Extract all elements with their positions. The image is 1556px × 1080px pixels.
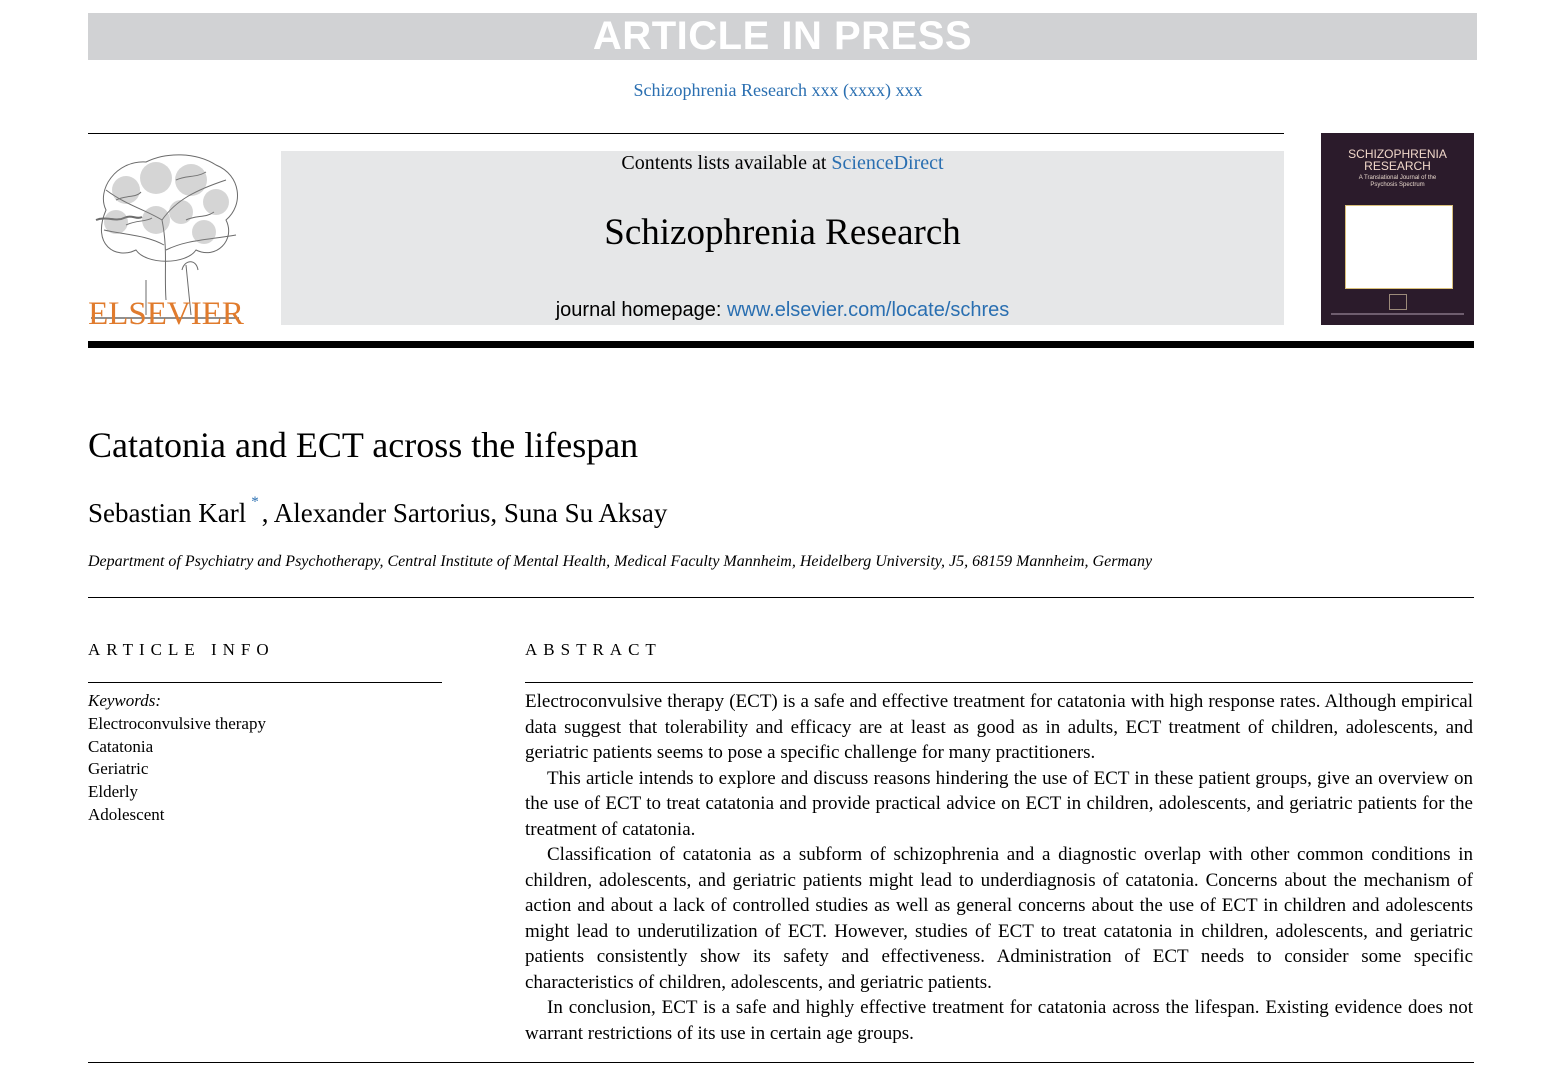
article-in-press-banner: ARTICLE IN PRESS	[88, 13, 1477, 60]
article-title: Catatonia and ECT across the lifespan	[88, 425, 639, 465]
corresponding-author-mark[interactable]: *	[251, 494, 259, 510]
cover-subtitle	[1321, 175, 1474, 189]
other-authors[interactable]: , Alexander Sartorius, Suna Su Aksay	[261, 498, 668, 528]
keywords-block	[88, 690, 442, 827]
abstract-rule	[525, 682, 1473, 683]
abstract-heading: ABSTRACT	[525, 640, 662, 659]
keyword-item: Geriatric	[88, 759, 149, 779]
cover-title	[1321, 148, 1474, 172]
cover-subtitle-line2: Psychosis Spectrum	[1370, 182, 1425, 188]
journal-cover-thumbnail[interactable]	[1321, 133, 1474, 325]
journal-homepage-link[interactable]: www.elsevier.com/locate/schres	[726, 299, 1010, 321]
cover-emblem-icon	[1389, 294, 1407, 310]
journal-header-box	[281, 151, 1284, 325]
abstract-paragraph: Electroconvulsive therapy (ECT) is a safe and effective treatment for catatonia with high response rates. Although empirical data suggest that tolerability and efficacy are at least as good as in adults, ECT treatment of children, adolescents, and geriatric patients seems to pose a specific challenge for many practitioners.	[525, 691, 1473, 763]
homepage-prefix: journal homepage:	[555, 299, 727, 321]
header-thick-rule	[88, 341, 1474, 348]
author-name[interactable]: Sebastian Karl	[88, 498, 247, 528]
cover-subtitle-line1: A Translational Journal of the	[1358, 175, 1437, 181]
cover-title-line2: RESEARCH	[1364, 159, 1431, 173]
article-info-heading: ARTICLE INFO	[88, 640, 275, 659]
affiliation: Department of Psychiatry and Psychotherapy, Central Institute of Mental Health, Medical Faculty Mannheim, Heidelberg University, J5, 68159 Mannheim, Germany	[88, 553, 1153, 570]
contents-line	[281, 151, 1284, 175]
abstract-paragraph: This article intends to explore and discuss reasons hindering the use of ECT in these patient groups, give an overview on the use of ECT to treat catatonia and provide practical advice on ECT in children, adolescents, and geriatric patients for the treatment of catatonia.	[525, 767, 1473, 840]
abstract-paragraph: Classification of catatonia as a subform of schizophrenia and a diagnostic overlap with other common conditions in children, adolescents, and geriatric patients might lead to underdiagnosis of catatonia. Concerns about the mechanism of action and about a lack of controlled studies as well as general concerns about the use of ECT in children and adolescents might lead to underutilization of ECT. However, studies of ECT to treat catatonia in children, adolescents, and geriatric patients consistently show its safety and effectiveness. Administration of ECT needs to consider some specific characteristics of children, adolescents, and geriatric patients.	[525, 844, 1473, 993]
journal-name: Schizophrenia Research	[604, 212, 961, 253]
contents-prefix: Contents lists available at	[621, 152, 832, 174]
keyword-item: Elderly	[88, 782, 139, 802]
author-list	[88, 494, 668, 529]
section-divider	[88, 597, 1474, 598]
abstract-bottom-rule	[88, 1062, 1474, 1063]
keyword-item: Electroconvulsive therapy	[88, 713, 266, 733]
cover-title-line1: SCHIZOPHRENIA	[1348, 147, 1447, 161]
abstract-paragraph: In conclusion, ECT is a safe and highly effective treatment for catatonia across the lifespan. Existing evidence does not warrant restrictions of its use in certain age groups.	[525, 997, 1473, 1044]
journal-citation-link[interactable]: Schizophrenia Research xxx (xxxx) xxx	[633, 80, 923, 100]
sciencedirect-link[interactable]: ScienceDirect	[831, 152, 944, 174]
keyword-item: Catatonia	[88, 736, 154, 756]
elsevier-wordmark: ELSEVIER	[88, 296, 244, 332]
keywords-label: Keywords:	[88, 691, 162, 710]
cover-image-frame	[1345, 205, 1453, 289]
header-top-rule	[88, 133, 1284, 134]
article-info-rule	[88, 682, 442, 683]
abstract-body	[525, 689, 1473, 1046]
keyword-item: Adolescent	[88, 804, 165, 824]
cover-footer-line	[1331, 313, 1464, 315]
homepage-line	[281, 299, 1284, 322]
